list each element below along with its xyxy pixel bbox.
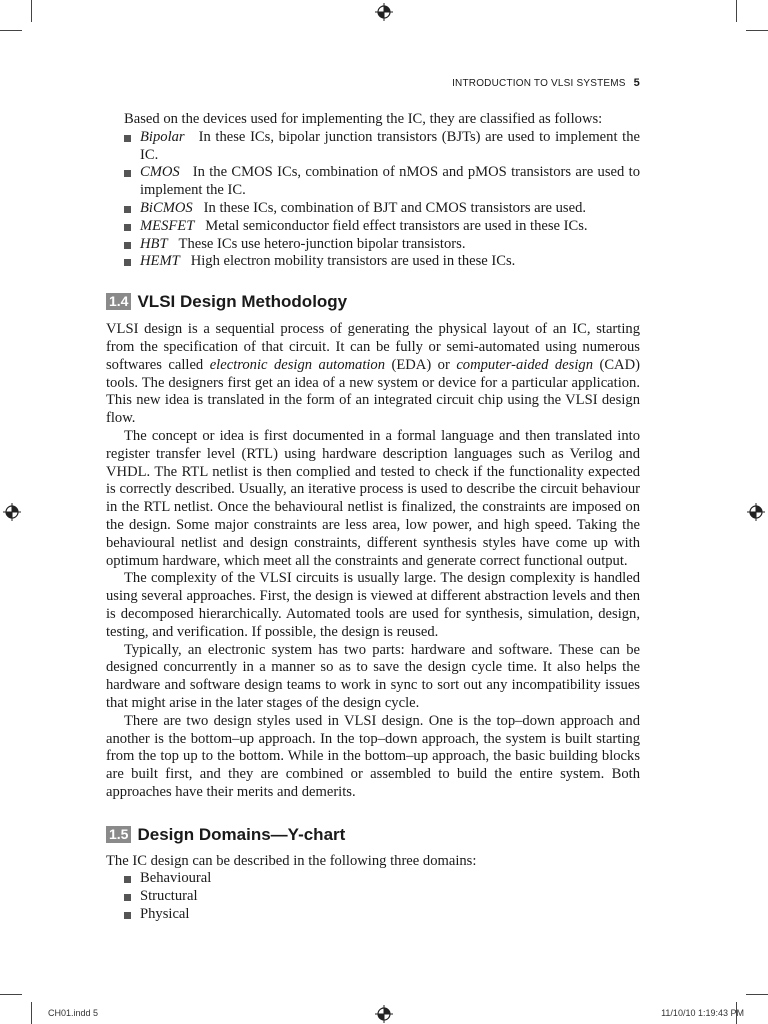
term: Bipolar	[140, 128, 185, 145]
page-number: 5	[633, 77, 640, 89]
running-title: INTRODUCTION TO VLSI SYSTEMS	[452, 78, 626, 89]
definition: In these ICs, bipolar junction transistors (BJTs) are used to implement the IC.	[140, 128, 640, 163]
crop-mark	[31, 1002, 32, 1024]
classification-intro: Based on the devices used for implementing the IC, they are classified as follows:	[124, 111, 603, 127]
running-header	[0, 77, 640, 89]
registration-mark-icon	[747, 503, 765, 521]
definition: High electron mobility transistors are used in these ICs.	[190, 253, 516, 270]
term: BiCMOS	[140, 199, 193, 216]
crop-mark	[31, 0, 32, 22]
list-item	[106, 253, 640, 271]
list-item: Structural	[106, 888, 640, 906]
ic-type-list	[106, 129, 640, 271]
list-item	[106, 129, 640, 165]
term: MESFET	[140, 217, 195, 234]
list-item: Behavioural	[106, 870, 640, 888]
term: CMOS	[140, 164, 180, 181]
footer-file: CH01.indd 5	[48, 1008, 99, 1018]
definition: These ICs use hetero-junction bipolar transistors.	[178, 235, 466, 252]
term: HBT	[140, 235, 168, 252]
list-item	[106, 200, 640, 218]
paragraph: VLSI design is a sequential process of generating the physical layout of an IC, starting from the specification of that circuit. It can be fully or semi-automated using numerous softwares called electronic design automation (EDA) or computer-aided design (CAD) tools. The designers first get an idea of a new system or device for a particular application. This new idea is translated in the form of an integrated circuit chip using the VLSI design flow.	[106, 321, 640, 427]
list-item	[106, 218, 640, 236]
definition: In the CMOS ICs, combination of nMOS and pMOS transistors are used to implement the IC.	[140, 164, 640, 199]
section-heading	[106, 824, 640, 846]
paragraph: The IC design can be described in the following three domains:	[106, 852, 477, 869]
section-heading	[106, 291, 640, 313]
section-title: Design Domains—Y-chart	[137, 824, 346, 844]
list-item	[106, 236, 640, 254]
crop-mark	[746, 30, 768, 31]
paragraph: There are two design styles used in VLSI design. One is the top–down approach and another is the bottom–up approach. In the top–down approach, the system is built starting from the top up to the bottom. While in the bottom–up approach, the basic building blocks are built first, and they are combined or assembled to build the entire system. Both approaches have their merits and demerits.	[106, 712, 640, 800]
list-item	[106, 164, 640, 200]
definition: In these ICs, combination of BJT and CMOS transistors are used.	[203, 199, 587, 216]
registration-mark-icon	[3, 503, 21, 521]
crop-mark	[746, 994, 768, 995]
registration-mark-icon	[375, 3, 393, 21]
registration-mark-icon	[375, 1005, 393, 1023]
crop-mark	[736, 0, 737, 22]
paragraph: The complexity of the VLSI circuits is usually large. The design complexity is handled using several approaches. First, the design is viewed at different abstraction levels and then is decomposed hierarchically. Automated tools are used for synthesis, simulation, design, testing, and verification. If possible, the design is reused.	[106, 570, 640, 640]
domain-list	[106, 870, 640, 923]
footer-timestamp: 11/10/10 1:19:43 PM	[661, 1008, 744, 1018]
list-item: Physical	[106, 906, 640, 924]
term: HEMT	[140, 253, 180, 270]
paragraph: Typically, an electronic system has two parts: hardware and software. These can be designed concurrently in a manner so as to save the design cycle time. It also helps the hardware and software design teams to work in sync to sort out any incompatibility issues that might arise in the later stages of the design cycle.	[106, 641, 640, 711]
section-number: 1.4	[106, 293, 131, 310]
crop-mark	[0, 30, 22, 31]
section-title: VLSI Design Methodology	[137, 292, 348, 312]
section-number: 1.5	[106, 826, 131, 843]
crop-mark	[0, 994, 22, 995]
page-body	[106, 111, 640, 924]
paragraph: The concept or idea is first documented in a formal language and then translated into register transfer level (RTL) using hardware description languages such as Verilog and VHDL. The RTL netlist is then complied and tested to check if the functionality expected is correctly described. Usually, an iterative process is used to describe the circuit behaviour in the RTL netlist. Once the behavioural netlist is finalized, the constraints are imposed on the design. Some major constraints are less area, low power, and high speed. Taking the behavioural netlist and design constraints, different synthesis styles have come up with optimum hardware, which meet all the constraints and generate correct functional output.	[106, 427, 640, 569]
definition: Metal semiconductor field effect transistors are used in these ICs.	[205, 217, 588, 234]
